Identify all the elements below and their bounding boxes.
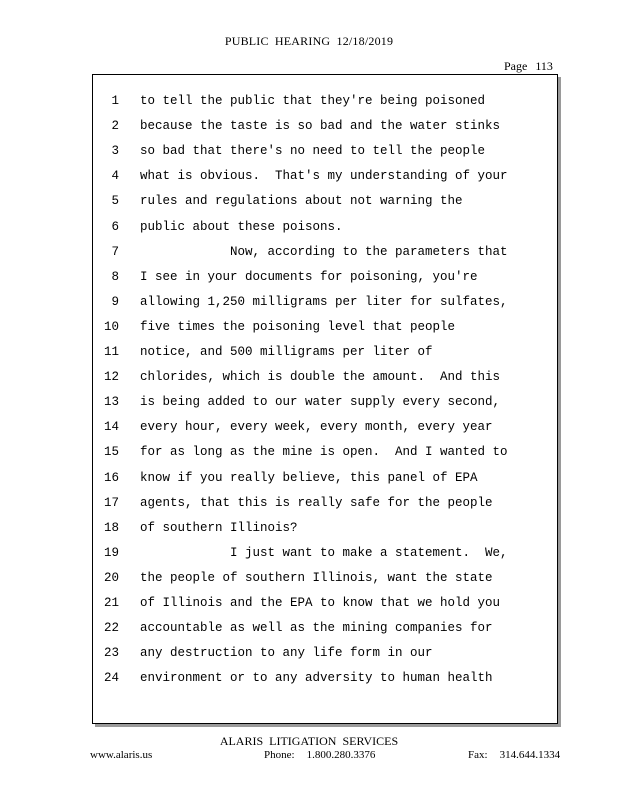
header-title: PUBLIC HEARING 12/18/2019 <box>224 34 394 48</box>
line-number: 8 <box>111 269 119 284</box>
transcript-line <box>93 440 557 465</box>
line-text: so bad that there's no need to tell the people <box>140 144 486 159</box>
line-text: I just want to make a statement. We, <box>140 545 508 560</box>
line-text: of Illinois and the EPA to know that we hold you <box>140 596 501 610</box>
line-text: of southern Illinois? <box>140 520 298 535</box>
transcript-line <box>93 390 557 415</box>
transcript-line <box>93 290 557 315</box>
transcript-line <box>93 114 557 139</box>
line-number: 9 <box>111 294 119 309</box>
transcript-line <box>93 340 557 365</box>
transcript-line <box>93 139 557 164</box>
line-number: 23 <box>103 646 119 661</box>
line-text: any destruction to any life form in our <box>140 646 433 661</box>
line-text: public about these poisons. <box>140 219 343 234</box>
transcript-line <box>93 591 557 616</box>
page-label-text: Page <box>504 59 528 73</box>
line-text: know if you really believe, this panel of EPA <box>140 470 478 485</box>
line-number: 1 <box>111 94 119 108</box>
transcript-line <box>93 566 557 591</box>
line-number: 3 <box>111 144 119 159</box>
footer-company: ALARIS LITIGATION SERVICES <box>219 734 399 748</box>
line-text: for as long as the mine is open. And I wanted to <box>140 445 508 460</box>
phone-label: Phone: <box>264 749 295 761</box>
line-text: environment or to any adversity to human health <box>140 671 493 686</box>
line-text: what is obvious. That's my understanding of your <box>140 169 508 184</box>
transcript-line <box>93 164 557 189</box>
line-number: 22 <box>103 621 119 636</box>
transcript-line <box>93 265 557 290</box>
line-text: to tell the public that they're being poisoned <box>140 94 486 108</box>
line-text: five times the poisoning level that people <box>140 319 456 334</box>
line-number: 4 <box>111 169 119 184</box>
transcript-line <box>93 365 557 390</box>
transcript-line <box>93 466 557 491</box>
line-text: because the taste is so bad and the water stinks <box>140 119 501 134</box>
transcript-line <box>93 89 557 114</box>
transcript-line <box>93 315 557 340</box>
line-number: 11 <box>103 345 119 359</box>
line-text: agents, that this is really safe for the people <box>140 495 493 510</box>
line-number: 2 <box>111 119 119 134</box>
line-number: 20 <box>103 570 119 585</box>
page-label <box>504 59 553 74</box>
transcript-line <box>93 641 557 666</box>
line-text: the people of southern Illinois, want the state <box>140 570 493 585</box>
line-text: I see in your documents for poisoning, you're <box>140 269 478 284</box>
line-number: 18 <box>103 520 119 535</box>
transcript-line <box>93 616 557 641</box>
transcript-line <box>93 215 557 240</box>
footer-phone <box>264 749 375 761</box>
line-number: 5 <box>111 194 119 209</box>
line-number: 13 <box>103 395 119 410</box>
fax-number: 314.644.1334 <box>499 749 561 761</box>
phone-number: 1.800.280.3376 <box>306 749 376 761</box>
transcript-line <box>93 491 557 516</box>
transcript-line <box>93 189 557 214</box>
line-number: 17 <box>103 495 119 510</box>
line-number: 21 <box>103 596 119 610</box>
footer-website[interactable]: www.alaris.us <box>90 749 153 761</box>
transcript-box <box>92 74 558 724</box>
fax-label: Fax: <box>468 749 488 761</box>
transcript-line <box>93 666 557 691</box>
line-text: allowing 1,250 milligrams per liter for sulfates, <box>140 294 508 309</box>
transcript-line <box>93 415 557 440</box>
footer-fax <box>468 749 560 761</box>
line-number: 10 <box>103 319 119 334</box>
transcript-line <box>93 541 557 566</box>
line-text: notice, and 500 milligrams per liter of <box>140 345 433 359</box>
page-number: 113 <box>535 59 553 73</box>
line-number: 7 <box>111 244 119 259</box>
line-number: 16 <box>103 470 119 485</box>
line-text: Now, according to the parameters that <box>140 244 508 259</box>
line-number: 15 <box>103 445 119 460</box>
line-number: 24 <box>103 671 119 686</box>
line-text: rules and regulations about not warning the <box>140 194 463 209</box>
line-text: every hour, every week, every month, every year <box>140 420 493 435</box>
transcript-line <box>93 516 557 541</box>
line-number: 12 <box>103 370 119 385</box>
line-text: accountable as well as the mining companies for <box>140 621 493 636</box>
line-text: is being added to our water supply every second, <box>140 395 501 410</box>
line-number: 14 <box>103 420 119 435</box>
line-text: chlorides, which is double the amount. And this <box>140 370 501 385</box>
line-number: 6 <box>111 219 119 234</box>
line-number: 19 <box>103 545 119 560</box>
transcript-line <box>93 240 557 265</box>
